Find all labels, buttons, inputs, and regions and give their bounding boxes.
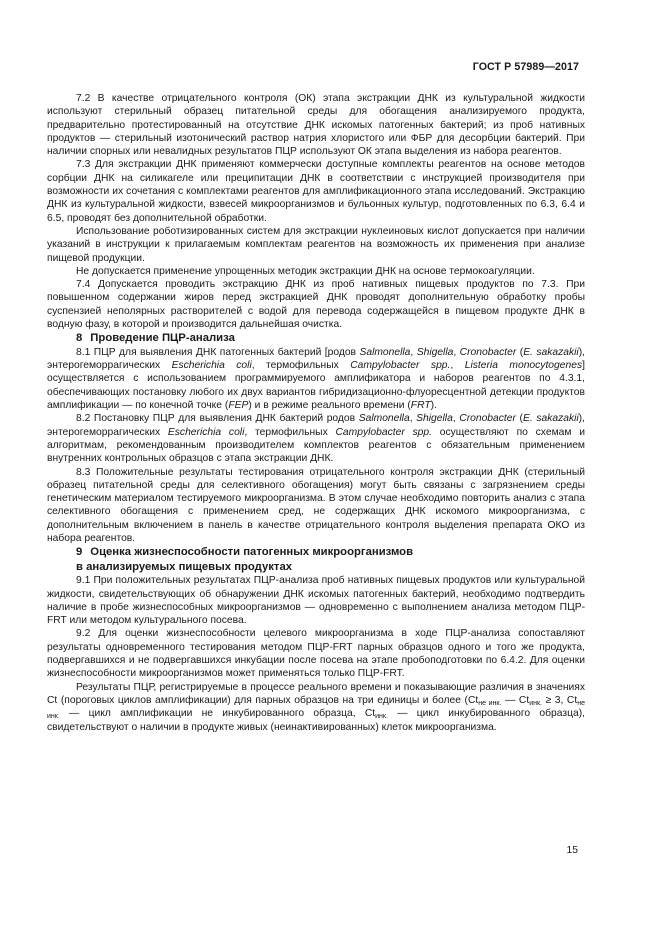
latin-name: Cronobacter (459, 413, 516, 425)
latin-name: Salmonella (358, 413, 410, 425)
section-title: Проведение ПЦР-анализа (90, 332, 235, 345)
section-number: 8 (76, 332, 83, 345)
text-run: 8.3 Положительные результаты тестирования отрицательного контроля экстракции ДНК (стерильный образец питательной среды для селективного обогащения) могут быть связаны с загрязнением среды генетическим материалом тестируемого микроорганизма. В этом случае необходимо повторить анализ с этапа селективного обогащения с применением сред, не содержащих ДНК искомого микроорганизма, с дополнительным включением в панель в качестве отрицательного контроля выделения препарата ОКО из набора реагентов. (47, 466, 585, 544)
text-run: Не допускается применение упрощенных методик экстракции ДНК на основе термокоагуляции. (76, 265, 535, 277)
text-run: 8.1 ПЦР для выявления ДНК патогенных бактерий [родов (76, 346, 360, 358)
latin-name: Escherichia coli (171, 360, 252, 372)
text-run: ), энтерогеморрагических (47, 413, 585, 438)
text-run: — Ct (501, 694, 530, 706)
subscript: инк. (375, 713, 388, 721)
latin-name: FEP (228, 400, 249, 412)
latin-name: E. sakazakii (523, 346, 579, 358)
latin-name: Cronobacter (459, 346, 517, 358)
subscript: не инк. (47, 699, 585, 721)
paragraph (47, 466, 585, 546)
text-run: ( (515, 413, 523, 425)
section-heading (47, 331, 585, 346)
paragraph (47, 225, 585, 265)
paragraph (47, 265, 585, 278)
text-run: ( (516, 346, 524, 358)
section-number: 9 (76, 546, 83, 559)
paragraph (47, 346, 585, 412)
section-heading (47, 545, 585, 574)
text-run: 7.2 В качестве отрицательного контроля (ОК) этапа экстракции ДНК из культуральной жидкости используют стерильный образец питательной среды для обогащения анализируемого продукта, предварительно протестированный на отсутствие ДНК искомых патогенных бактерий; из проб нативных продуктов — стерильный изотонический раствор натрия хлористого или ФБР для десорбции бактерий. При наличии спорных или невалидных результатов ПЦР используют ОК этапа выделения из набора реагентов. (47, 93, 585, 158)
document-body (47, 92, 585, 734)
latin-name: Salmonella (359, 346, 411, 358)
paragraph (47, 681, 585, 734)
text-run: Использование роботизированных систем для экстракции нуклеиновых кислот допускается при наличии указаний в инструкции к прилагаемым комплектам реагентов на возможность их применения при анализе пищевой продукции. (47, 225, 585, 264)
text-run: осуществляют по схемам и алгоритмам, рекомендованным производителем комплектов реагентов с обязательным применением внутренних контрольных образцов с этапа экстракции ДНК. (47, 426, 585, 465)
latin-name: Campylobacter spp. (350, 360, 451, 372)
latin-name: E. sakazakii (522, 413, 579, 425)
paragraph (47, 92, 585, 158)
section-title-line2: в анализируемых пищевых продуктах (76, 560, 293, 573)
latin-name: Shigella (416, 413, 453, 425)
standard-header: ГОСТ Р 57989—2017 (472, 61, 579, 73)
text-run: ≥ 3, Ct (541, 694, 578, 706)
text-run: 8.2 Постановку ПЦР для выявления ДНК бактерий родов (76, 413, 359, 425)
text-run: Результаты ПЦР, регистрируемые в процессе реального времени и показывающие различия в значениях Ct (пороговых циклов амплификации) для парных образцов на три единицы и более (Ct (47, 681, 585, 706)
text-run: , (409, 413, 417, 425)
paragraph (47, 627, 585, 680)
text-run: — цикл амплификации не инкубированного образца, Ct (59, 708, 376, 720)
text-run: ] осуществляется с использованием программируемого амплификатора и наборов реагентов по 4.3.1, обеспечивающих постановку любого их двух вариантов гибридизационно-флуоресцентной детекции продуктов амплификации — по конечной точке ( (47, 360, 585, 412)
latin-name: Listeria monocytogenes (464, 360, 583, 372)
paragraph (47, 412, 585, 465)
text-run: , (410, 346, 417, 358)
text-run: 7.3 Для экстракции ДНК применяют коммерчески доступные комплекты реагентов на основе методов сорбции ДНК на силикагеле или преципитации ДНК в соответствии с инструкцией производителя при возможности их сочетания с комплектами реагентов для амплификационного этапа исследований. Экстракцию ДНК из культуральной жидкости, взвесей микроорганизмов и бульонных культур, подготовленных по 6.3, 6.4 и 6.5, проводят без дополнительной обработки. (47, 159, 585, 224)
text-run: 9.2 Для оценки жизнеспособности целевого микроорганизма в ходе ПЦР-анализа сопоставляют результаты одновременного тестирования методом ПЦР-FRT парных образцов одного и того же продукта, подвергавшихся и не подвергавшихся инкубации после посева на этапе пробоподготовки по 6.4.2. Для оценки жизнеспособности микроорганизмов может применяться только ПЦР-FRT. (47, 628, 585, 680)
text-run: ), энтерогеморрагических (47, 346, 585, 372)
text-run: 7.4 Допускается проводить экстракцию ДНК из проб нативных пищевых продуктов по 7.3. При повышенном содержании жиров перед экстракцией ДНК проводят дополнительную обработку пробы суспензией неполярных растворителей с водой для перевода содержащейся в пищевом продукте ДНК в водную фазу, в которой и производится дальнейшая очистка. (47, 279, 585, 331)
subscript: инк. (529, 699, 542, 707)
section-title: Оценка жизнеспособности патогенных микроорганизмов (90, 546, 414, 559)
text-run: ) и в режиме реального времени ( (248, 400, 411, 412)
page-number: 15 (566, 845, 578, 856)
latin-name: Shigella (416, 346, 454, 358)
paragraph (47, 278, 585, 331)
text-run: — цикл инкубированного образца), свидетельствуют о наличии в продукте живых (неинактивированных) клеток микроорганизма. (47, 708, 585, 733)
subscript: не инк. (478, 699, 502, 707)
paragraph (47, 574, 585, 627)
text-run: , (450, 360, 465, 372)
text-run: , (453, 346, 460, 358)
text-run: , термофильных (244, 426, 336, 438)
paragraph (47, 158, 585, 224)
text-run: 9.1 При положительных результатах ПЦР-анализа проб нативных пищевых продуктов или культуральной жидкости, свидетельствующих об обнаружении ДНК искомых патогенных бактерий, необходимо подтвердить наличие в пробе жизнеспособных микроорганизмов — одновременно с выполнением анализа методом ПЦР-FRT или методом культурального посева. (47, 575, 585, 627)
latin-name: FRT (410, 400, 431, 412)
text-run: , (452, 413, 460, 425)
text-run: ). (430, 400, 437, 412)
latin-name: Campylobacter spp. (335, 426, 432, 438)
text-run: , термофильных (251, 360, 351, 372)
latin-name: Escherichia coli (167, 426, 245, 438)
